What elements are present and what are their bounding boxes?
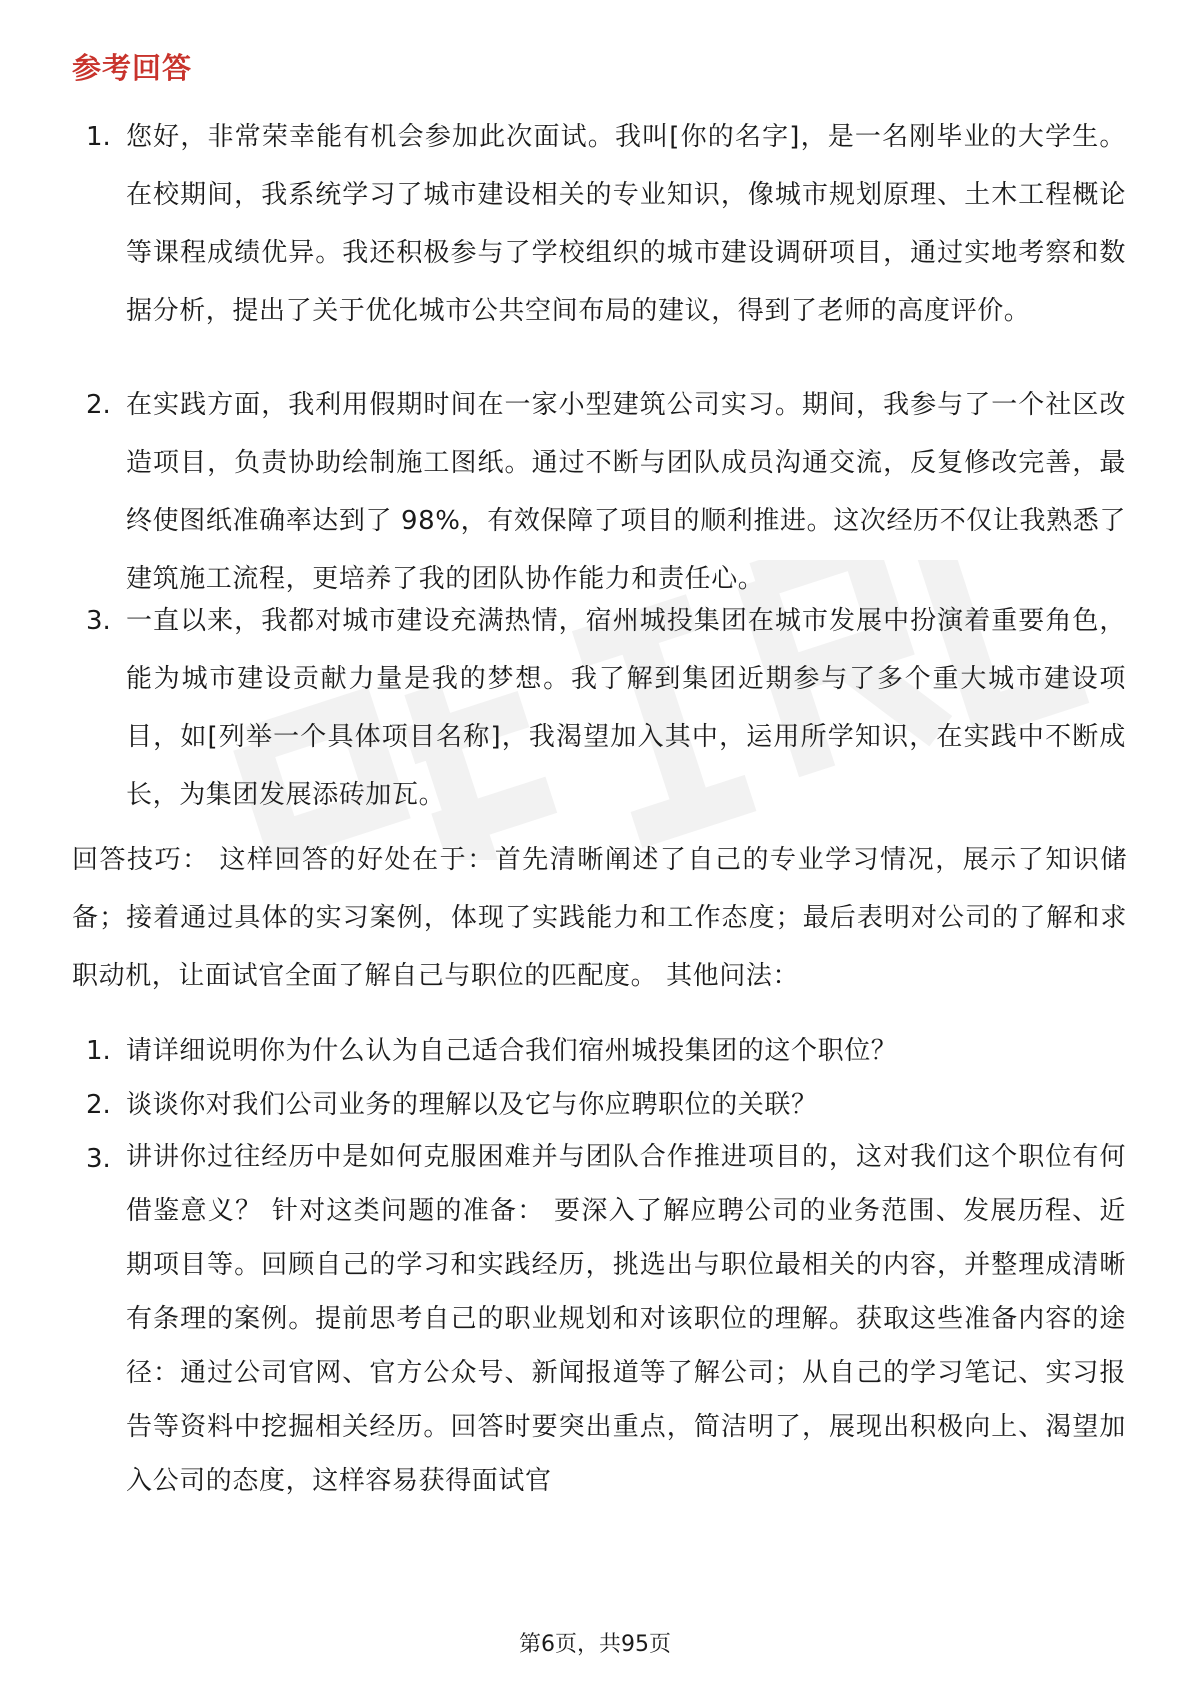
list-number: 2.	[86, 390, 111, 420]
list-text: 在实践方面，我利用假期时间在一家小型建筑公司实习。期间，我参与了一个社区改造项目，负责协助绘制施工图纸。通过不断与团队成员沟通交流，反复修改完善，最终使图纸准确率达到了 98%，有效保障了项目的顺利推进。这次经历不仅让我熟悉了建筑施工流程，更培养了我的团队协作能力和责任心。	[126, 390, 1126, 594]
list-number: 1.	[86, 122, 111, 152]
page-number: 第6页，共95页	[519, 1632, 671, 1657]
section-heading: 参考回答	[72, 51, 193, 85]
tips-paragraph: 回答技巧： 这样回答的好处在于：首先清晰阐述了自己的专业学习情况，展示了知识储备；接着通过具体的实习案例，体现了实践能力和工作态度；最后表明对公司的了解和求职动机，让面试官全面了解自己与职位的匹配度。 其他问法：	[72, 845, 1127, 991]
list-text: 讲讲你过往经历中是如何克服困难并与团队合作推进项目的，这对我们这个职位有何借鉴意义？ 针对这类问题的准备： 要深入了解应聘公司的业务范围、发展历程、近期项目等。回顾自己的学习和实践经历，挑选出与职位最相关的内容，并整理成清晰有条理的案例。提前思考自己的职业规划和对该职位的理解。获取这些准备内容的途径：通过公司官网、官方公众号、新闻报道等了解公司；从自己的学习笔记、实习报告等资料中挖掘相关经历。回答时要突出重点，简洁明了，展现出积极向上、渴望加入公司的态度，这样容易获得面试官	[126, 1142, 1126, 1496]
list-number: 3.	[86, 606, 111, 636]
list-number: 3.	[86, 1144, 111, 1174]
list-text: 一直以来，我都对城市建设充满热情，宿州城投集团在城市发展中扮演着重要角色，能为城市建设贡献力量是我的梦想。我了解到集团近期参与了多个重大城市建设项目，如[列举一个具体项目名称]，我渴望加入其中，运用所学知识，在实践中不断成长，为集团发展添砖加瓦。	[126, 606, 1126, 810]
list-text: 请详细说明你为什么认为自己适合我们宿州城投集团的这个职位？	[126, 1036, 898, 1066]
list-text: 谈谈你对我们公司业务的理解以及它与你应聘职位的关联？	[126, 1090, 818, 1120]
list-number: 2.	[86, 1090, 111, 1120]
list-text: 您好，非常荣幸能有机会参加此次面试。我叫[你的名字]，是一名刚毕业的大学生。在校期间，我系统学习了城市建设相关的专业知识，像城市规划原理、土木工程概论等课程成绩优异。我还积极参与了学校组织的城市建设调研项目，通过实地考察和数据分析，提出了关于优化城市公共空间布局的建议，得到了老师的高度评价。	[126, 122, 1126, 326]
list-number: 1.	[86, 1036, 111, 1066]
